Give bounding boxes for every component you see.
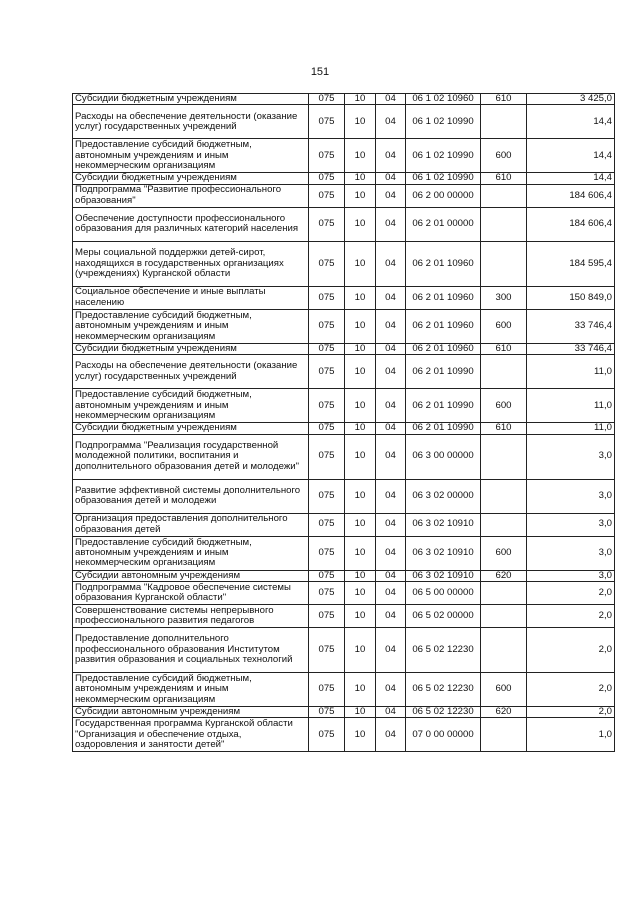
- cell-sum: 11,0: [527, 355, 615, 389]
- cell-pr: 04: [376, 605, 406, 628]
- table-row: [73, 570, 615, 581]
- cell-pr: 04: [376, 570, 406, 581]
- cell-ved: 075: [309, 184, 345, 207]
- cell-name: Субсидии бюджетным учреждениям: [73, 343, 309, 354]
- cell-rz: 10: [345, 286, 376, 309]
- cell-sum: 14,4: [527, 105, 615, 139]
- cell-name: Расходы на обеспечение деятельности (оказание услуг) государственных учреждений: [73, 105, 309, 139]
- cell-pr: 04: [376, 673, 406, 707]
- cell-rz: 10: [345, 718, 376, 752]
- cell-pr: 04: [376, 389, 406, 423]
- cell-vr: 610: [481, 94, 527, 105]
- cell-ved: 075: [309, 309, 345, 343]
- table-row: [73, 309, 615, 343]
- cell-pr: 04: [376, 173, 406, 184]
- table-row: [73, 718, 615, 752]
- cell-sum: 33 746,4: [527, 343, 615, 354]
- cell-vr: [481, 207, 527, 241]
- cell-pr: 04: [376, 309, 406, 343]
- cell-pr: 04: [376, 94, 406, 105]
- cell-vr: 620: [481, 570, 527, 581]
- cell-name: Предоставление дополнительного профессионального образования Институтом развития образования и социальных технологий: [73, 628, 309, 673]
- cell-rz: 10: [345, 673, 376, 707]
- cell-rz: 10: [345, 184, 376, 207]
- cell-pr: 04: [376, 582, 406, 605]
- cell-vr: [481, 479, 527, 513]
- cell-ved: 075: [309, 536, 345, 570]
- cell-pr: 04: [376, 718, 406, 752]
- table-row: [73, 707, 615, 718]
- cell-rz: 10: [345, 241, 376, 286]
- cell-name: Социальное обеспечение и иные выплаты населению: [73, 286, 309, 309]
- cell-pr: 04: [376, 513, 406, 536]
- cell-name: Государственная программа Курганской области "Организация и обеспечение отдыха, оздоровления и занятости детей": [73, 718, 309, 752]
- cell-rz: 10: [345, 536, 376, 570]
- cell-csr: 06 2 01 10960: [406, 343, 481, 354]
- cell-csr: 06 3 02 00000: [406, 479, 481, 513]
- cell-ved: 075: [309, 343, 345, 354]
- cell-sum: 1,0: [527, 718, 615, 752]
- cell-csr: 06 1 02 10990: [406, 139, 481, 173]
- cell-sum: 184 606,4: [527, 184, 615, 207]
- table-row: [73, 673, 615, 707]
- cell-sum: 3,0: [527, 479, 615, 513]
- cell-name: Субсидии бюджетным учреждениям: [73, 423, 309, 434]
- cell-vr: 600: [481, 139, 527, 173]
- cell-name: Предоставление субсидий бюджетным, автономным учреждениям и иным некоммерческим организациям: [73, 389, 309, 423]
- cell-name: Субсидии автономным учреждениям: [73, 707, 309, 718]
- cell-vr: [481, 628, 527, 673]
- cell-rz: 10: [345, 355, 376, 389]
- cell-csr: 06 5 02 12230: [406, 673, 481, 707]
- cell-ved: 075: [309, 673, 345, 707]
- cell-pr: 04: [376, 207, 406, 241]
- table-row: [73, 355, 615, 389]
- cell-name: Предоставление субсидий бюджетным, автономным учреждениям и иным некоммерческим организациям: [73, 309, 309, 343]
- cell-vr: [481, 184, 527, 207]
- cell-sum: 14,4: [527, 139, 615, 173]
- table-row: [73, 94, 615, 105]
- cell-ved: 075: [309, 707, 345, 718]
- cell-ved: 075: [309, 582, 345, 605]
- cell-sum: 2,0: [527, 628, 615, 673]
- cell-vr: 600: [481, 536, 527, 570]
- cell-vr: 300: [481, 286, 527, 309]
- cell-name: Предоставление субсидий бюджетным, автономным учреждениям и иным некоммерческим организациям: [73, 536, 309, 570]
- cell-pr: 04: [376, 536, 406, 570]
- cell-ved: 075: [309, 389, 345, 423]
- cell-ved: 075: [309, 434, 345, 479]
- table-row: [73, 434, 615, 479]
- cell-rz: 10: [345, 582, 376, 605]
- cell-csr: 06 5 00 00000: [406, 582, 481, 605]
- cell-ved: 075: [309, 605, 345, 628]
- cell-sum: 184 595,4: [527, 241, 615, 286]
- cell-csr: 06 3 02 10910: [406, 570, 481, 581]
- cell-ved: 075: [309, 139, 345, 173]
- cell-csr: 07 0 00 00000: [406, 718, 481, 752]
- table-row: [73, 389, 615, 423]
- cell-rz: 10: [345, 343, 376, 354]
- cell-ved: 075: [309, 241, 345, 286]
- cell-csr: 06 2 01 10960: [406, 241, 481, 286]
- table-row: [73, 628, 615, 673]
- cell-csr: 06 2 01 00000: [406, 207, 481, 241]
- cell-vr: 620: [481, 707, 527, 718]
- cell-pr: 04: [376, 286, 406, 309]
- cell-ved: 075: [309, 570, 345, 581]
- cell-pr: 04: [376, 184, 406, 207]
- cell-name: Развитие эффективной системы дополнительного образования детей и молодежи: [73, 479, 309, 513]
- cell-csr: 06 5 02 12230: [406, 628, 481, 673]
- cell-vr: [481, 241, 527, 286]
- cell-name: Подпрограмма "Кадровое обеспечение системы образования Курганской области": [73, 582, 309, 605]
- cell-csr: 06 2 01 10960: [406, 309, 481, 343]
- budget-table: [72, 93, 615, 752]
- cell-name: Предоставление субсидий бюджетным, автономным учреждениям и иным некоммерческим организациям: [73, 673, 309, 707]
- cell-name: Субсидии бюджетным учреждениям: [73, 173, 309, 184]
- table-row: [73, 479, 615, 513]
- cell-name: Организация предоставления дополнительного образования детей: [73, 513, 309, 536]
- cell-vr: [481, 105, 527, 139]
- cell-ved: 075: [309, 94, 345, 105]
- cell-name: Меры социальной поддержки детей-сирот, находящихся в государственных организациях (учреждениях) Курганской области: [73, 241, 309, 286]
- cell-vr: [481, 513, 527, 536]
- cell-csr: 06 3 02 10910: [406, 536, 481, 570]
- cell-pr: 04: [376, 423, 406, 434]
- table-row: [73, 423, 615, 434]
- cell-vr: [481, 605, 527, 628]
- table-row: [73, 139, 615, 173]
- cell-rz: 10: [345, 94, 376, 105]
- cell-ved: 075: [309, 105, 345, 139]
- table-row: [73, 184, 615, 207]
- cell-name: Субсидии автономным учреждениям: [73, 570, 309, 581]
- cell-csr: 06 1 02 10960: [406, 94, 481, 105]
- cell-ved: 075: [309, 355, 345, 389]
- table-row: [73, 105, 615, 139]
- page-number: 151: [310, 66, 330, 78]
- cell-csr: 06 5 02 00000: [406, 605, 481, 628]
- cell-ved: 075: [309, 628, 345, 673]
- cell-rz: 10: [345, 423, 376, 434]
- cell-name: Расходы на обеспечение деятельности (оказание услуг) государственных учреждений: [73, 355, 309, 389]
- cell-csr: 06 2 00 00000: [406, 184, 481, 207]
- cell-rz: 10: [345, 570, 376, 581]
- table-row: [73, 241, 615, 286]
- cell-sum: 3,0: [527, 434, 615, 479]
- cell-csr: 06 2 01 10960: [406, 286, 481, 309]
- cell-pr: 04: [376, 241, 406, 286]
- cell-pr: 04: [376, 628, 406, 673]
- cell-ved: 075: [309, 173, 345, 184]
- cell-sum: 14,4: [527, 173, 615, 184]
- cell-sum: 11,0: [527, 389, 615, 423]
- cell-csr: 06 3 02 10910: [406, 513, 481, 536]
- cell-sum: 2,0: [527, 673, 615, 707]
- cell-vr: [481, 582, 527, 605]
- cell-ved: 075: [309, 423, 345, 434]
- cell-rz: 10: [345, 513, 376, 536]
- cell-rz: 10: [345, 389, 376, 423]
- cell-ved: 075: [309, 479, 345, 513]
- cell-sum: 150 849,0: [527, 286, 615, 309]
- cell-vr: 600: [481, 389, 527, 423]
- cell-name: Предоставление субсидий бюджетным, автономным учреждениям и иным некоммерческим организациям: [73, 139, 309, 173]
- cell-sum: 3,0: [527, 536, 615, 570]
- cell-pr: 04: [376, 479, 406, 513]
- cell-sum: 3,0: [527, 513, 615, 536]
- table-row: [73, 343, 615, 354]
- cell-pr: 04: [376, 707, 406, 718]
- cell-pr: 04: [376, 105, 406, 139]
- cell-ved: 075: [309, 286, 345, 309]
- cell-sum: 3,0: [527, 570, 615, 581]
- cell-sum: 11,0: [527, 423, 615, 434]
- table-row: [73, 536, 615, 570]
- cell-pr: 04: [376, 343, 406, 354]
- cell-csr: 06 2 01 10990: [406, 423, 481, 434]
- cell-name: Обеспечение доступности профессионального образования для различных категорий населения: [73, 207, 309, 241]
- cell-rz: 10: [345, 479, 376, 513]
- cell-rz: 10: [345, 309, 376, 343]
- cell-sum: 184 606,4: [527, 207, 615, 241]
- cell-sum: 33 746,4: [527, 309, 615, 343]
- cell-vr: 610: [481, 423, 527, 434]
- cell-vr: 610: [481, 343, 527, 354]
- cell-pr: 04: [376, 434, 406, 479]
- cell-vr: [481, 434, 527, 479]
- cell-vr: 600: [481, 673, 527, 707]
- table-row: [73, 286, 615, 309]
- table-row: [73, 207, 615, 241]
- cell-rz: 10: [345, 628, 376, 673]
- cell-pr: 04: [376, 355, 406, 389]
- cell-csr: 06 2 01 10990: [406, 355, 481, 389]
- cell-sum: 3 425,0: [527, 94, 615, 105]
- table-row: [73, 513, 615, 536]
- cell-name: Субсидии бюджетным учреждениям: [73, 94, 309, 105]
- table-row: [73, 605, 615, 628]
- cell-sum: 2,0: [527, 605, 615, 628]
- cell-name: Совершенствование системы непрерывного профессионального развития педагогов: [73, 605, 309, 628]
- cell-csr: 06 2 01 10990: [406, 389, 481, 423]
- cell-rz: 10: [345, 139, 376, 173]
- cell-ved: 075: [309, 718, 345, 752]
- cell-csr: 06 1 02 10990: [406, 105, 481, 139]
- cell-vr: [481, 355, 527, 389]
- cell-ved: 075: [309, 513, 345, 536]
- cell-rz: 10: [345, 207, 376, 241]
- cell-csr: 06 1 02 10990: [406, 173, 481, 184]
- table-row: [73, 582, 615, 605]
- cell-sum: 2,0: [527, 707, 615, 718]
- cell-csr: 06 5 02 12230: [406, 707, 481, 718]
- cell-csr: 06 3 00 00000: [406, 434, 481, 479]
- cell-rz: 10: [345, 173, 376, 184]
- cell-name: Подпрограмма "Реализация государственной молодежной политики, воспитания и дополнительного образования детей и молодежи": [73, 434, 309, 479]
- cell-rz: 10: [345, 105, 376, 139]
- table-row: [73, 173, 615, 184]
- cell-rz: 10: [345, 707, 376, 718]
- cell-name: Подпрограмма "Развитие профессионального образования": [73, 184, 309, 207]
- cell-vr: 600: [481, 309, 527, 343]
- cell-ved: 075: [309, 207, 345, 241]
- cell-pr: 04: [376, 139, 406, 173]
- cell-rz: 10: [345, 605, 376, 628]
- cell-vr: 610: [481, 173, 527, 184]
- cell-sum: 2,0: [527, 582, 615, 605]
- cell-vr: [481, 718, 527, 752]
- cell-rz: 10: [345, 434, 376, 479]
